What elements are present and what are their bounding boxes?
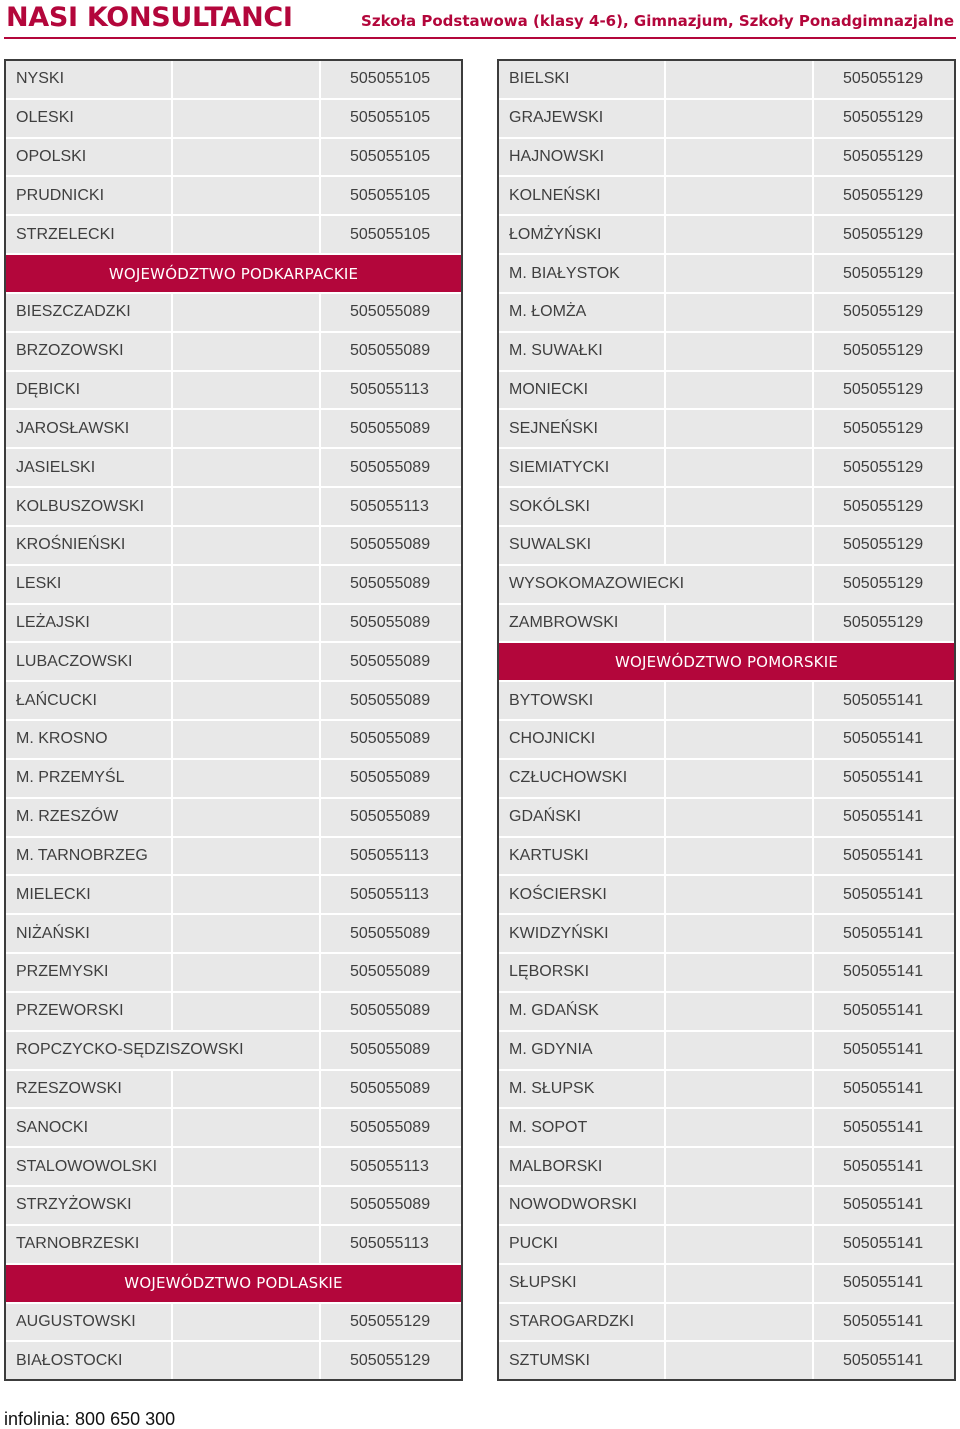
table-row bbox=[6, 876, 461, 915]
phone-number: 505055129 bbox=[843, 614, 924, 631]
phone-number: 505055141 bbox=[843, 963, 924, 981]
phone-number: 505055089 bbox=[350, 536, 431, 554]
table-row bbox=[6, 333, 461, 372]
table-row bbox=[6, 1304, 461, 1343]
phone-number: 505055113 bbox=[350, 885, 429, 903]
voivodeship-heading: WOJEWÓDZTWO PODKARPACKIE bbox=[6, 255, 461, 294]
phone-number: 505055141 bbox=[843, 730, 924, 748]
empty-cell bbox=[173, 488, 321, 525]
empty-cell bbox=[173, 605, 321, 642]
empty-cell bbox=[666, 1342, 814, 1379]
phone-number: 505055129 bbox=[843, 148, 924, 166]
empty-cell bbox=[666, 1148, 814, 1185]
empty-cell bbox=[666, 527, 814, 564]
table-row bbox=[6, 838, 461, 877]
table-row bbox=[499, 605, 954, 644]
phone-number: 505055089 bbox=[350, 1002, 431, 1020]
page-subtitle: Szkoła Podstawowa (klasy 4-6), Gimnazjum, Szkoły Ponadgimnazjalne bbox=[361, 12, 954, 30]
empty-cell bbox=[173, 372, 321, 409]
empty-cell bbox=[173, 333, 321, 370]
empty-cell bbox=[173, 527, 321, 564]
county-name: DĘBICKI bbox=[6, 372, 173, 409]
phone-number: 505055089 bbox=[350, 769, 431, 787]
table-row bbox=[6, 1342, 461, 1379]
phone-number: 505055105 bbox=[350, 225, 431, 243]
table-row bbox=[499, 61, 954, 100]
phone-number: 505055141 bbox=[843, 1351, 924, 1369]
county-name: MONIECKI bbox=[499, 372, 666, 409]
county-name: ŁAŃCUCKI bbox=[6, 682, 173, 719]
table-row bbox=[6, 993, 461, 1032]
county-name: SIEMIATYCKI bbox=[499, 449, 666, 486]
empty-cell bbox=[173, 216, 321, 253]
phone-number: 505055129 bbox=[843, 225, 924, 243]
phone-number: 505055089 bbox=[350, 303, 431, 321]
table-row bbox=[499, 1148, 954, 1187]
table-row bbox=[499, 255, 954, 294]
county-name: STRZELECKI bbox=[6, 216, 173, 253]
empty-cell bbox=[666, 333, 814, 370]
county-name: M. GDYNIA bbox=[499, 1032, 666, 1069]
county-name: BYTOWSKI bbox=[499, 682, 666, 719]
empty-cell bbox=[173, 721, 321, 758]
county-name: GDAŃSKI bbox=[499, 799, 666, 836]
table-row bbox=[499, 799, 954, 838]
phone-number: 505055105 bbox=[350, 70, 431, 88]
empty-cell bbox=[173, 760, 321, 797]
empty-cell bbox=[666, 1071, 814, 1108]
county-name: RZESZOWSKI bbox=[6, 1071, 173, 1108]
empty-cell bbox=[173, 1071, 321, 1108]
county-name: M. GDAŃSK bbox=[499, 993, 666, 1030]
table-row bbox=[499, 566, 954, 605]
table-row bbox=[499, 1304, 954, 1343]
empty-cell bbox=[666, 449, 814, 486]
empty-cell bbox=[666, 410, 814, 447]
phone-number: 505055129 bbox=[843, 458, 924, 476]
phone-number: 505055141 bbox=[843, 1235, 924, 1253]
table-row bbox=[6, 449, 461, 488]
phone-number: 505055129 bbox=[843, 109, 924, 127]
phone-number: 505055113 bbox=[350, 1235, 429, 1253]
empty-cell bbox=[666, 100, 814, 137]
phone-number: 505055141 bbox=[843, 1002, 924, 1020]
table-row bbox=[6, 488, 461, 527]
table-row bbox=[6, 566, 461, 605]
empty-cell bbox=[173, 294, 321, 331]
phone-number: 505055089 bbox=[350, 342, 431, 360]
phone-number: 505055141 bbox=[843, 691, 924, 709]
phone-number: 505055129 bbox=[843, 342, 924, 360]
empty-cell bbox=[666, 954, 814, 991]
table-row bbox=[6, 1109, 461, 1148]
empty-cell bbox=[666, 799, 814, 836]
table-row bbox=[499, 1109, 954, 1148]
table-row bbox=[499, 177, 954, 216]
empty-cell bbox=[666, 1304, 814, 1341]
county-name: CZŁUCHOWSKI bbox=[499, 760, 666, 797]
table-row bbox=[6, 100, 461, 139]
phone-number: 505055141 bbox=[843, 924, 924, 942]
county-name: BRZOZOWSKI bbox=[6, 333, 173, 370]
table-row bbox=[499, 1187, 954, 1226]
table-row bbox=[499, 139, 954, 178]
table-row bbox=[499, 488, 954, 527]
phone-number: 505055141 bbox=[843, 1312, 924, 1330]
county-name: SANOCKI bbox=[6, 1109, 173, 1146]
county-name: BIELSKI bbox=[499, 61, 666, 98]
table-row bbox=[499, 333, 954, 372]
county-name: BIESZCZADZKI bbox=[6, 294, 173, 331]
county-name: SZTUMSKI bbox=[499, 1342, 666, 1379]
county-name: PRZEWORSKI bbox=[6, 993, 173, 1030]
empty-cell bbox=[666, 605, 814, 642]
phone-number: 505055089 bbox=[350, 963, 431, 981]
table-row bbox=[499, 216, 954, 255]
page-header bbox=[4, 0, 956, 39]
phone-number: 505055105 bbox=[350, 186, 431, 204]
county-name: KROŚNIEŃSKI bbox=[6, 527, 173, 564]
county-name: STALOWOWOLSKI bbox=[6, 1148, 173, 1185]
county-name: SUWALSKI bbox=[499, 527, 666, 564]
empty-cell bbox=[173, 100, 321, 137]
empty-cell bbox=[666, 838, 814, 875]
table-row bbox=[499, 915, 954, 954]
table-row bbox=[6, 139, 461, 178]
county-name: PUCKI bbox=[499, 1226, 666, 1263]
county-name: JAROSŁAWSKI bbox=[6, 410, 173, 447]
table-row bbox=[499, 372, 954, 411]
county-name: HAJNOWSKI bbox=[499, 139, 666, 176]
table-row bbox=[6, 1071, 461, 1110]
table-row bbox=[499, 838, 954, 877]
phone-number: 505055141 bbox=[843, 1118, 924, 1136]
phone-number: 505055089 bbox=[350, 652, 431, 670]
empty-cell bbox=[173, 1342, 321, 1379]
phone-number: 505055129 bbox=[843, 264, 924, 282]
phone-number: 505055129 bbox=[843, 186, 924, 204]
county-name: PRZEMYSKI bbox=[6, 954, 173, 991]
phone-number: 505055141 bbox=[843, 1079, 924, 1097]
table-row bbox=[499, 1226, 954, 1265]
empty-cell bbox=[666, 1226, 814, 1263]
phone-number: 505055113 bbox=[350, 497, 429, 515]
empty-cell bbox=[173, 410, 321, 447]
empty-cell bbox=[666, 915, 814, 952]
county-name: NIŻAŃSKI bbox=[6, 915, 173, 952]
page-title: NASI KONSULTANCI bbox=[6, 2, 293, 33]
phone-number: 505055141 bbox=[843, 769, 924, 787]
table-row bbox=[6, 410, 461, 449]
empty-cell bbox=[173, 876, 321, 913]
county-name: NOWODWORSKI bbox=[499, 1187, 666, 1224]
table-row bbox=[499, 294, 954, 333]
phone-number: 505055089 bbox=[350, 808, 431, 826]
county-name: TARNOBRZESKI bbox=[6, 1226, 173, 1263]
county-name: OLESKI bbox=[6, 100, 173, 137]
empty-cell bbox=[666, 488, 814, 525]
empty-cell bbox=[666, 139, 814, 176]
voivodeship-heading: WOJEWÓDZTWO POMORSKIE bbox=[499, 643, 954, 682]
phone-number: 505055113 bbox=[350, 381, 429, 399]
county-name: KOLBUSZOWSKI bbox=[6, 488, 173, 525]
phone-number: 505055141 bbox=[843, 885, 924, 903]
table-row bbox=[499, 760, 954, 799]
table-row bbox=[6, 1226, 461, 1265]
phone-number: 505055129 bbox=[843, 70, 924, 88]
phone-number: 505055129 bbox=[843, 497, 924, 515]
empty-cell bbox=[666, 993, 814, 1030]
county-name: NYSKI bbox=[6, 61, 173, 98]
empty-cell bbox=[666, 1109, 814, 1146]
empty-cell bbox=[666, 1187, 814, 1224]
table-row bbox=[6, 643, 461, 682]
table-row bbox=[499, 1071, 954, 1110]
county-name: AUGUSTOWSKI bbox=[6, 1304, 173, 1341]
table-row bbox=[499, 682, 954, 721]
county-name: KARTUSKI bbox=[499, 838, 666, 875]
empty-cell bbox=[173, 915, 321, 952]
county-name: LEŻAJSKI bbox=[6, 605, 173, 642]
phone-number: 505055089 bbox=[350, 419, 431, 437]
empty-cell bbox=[173, 566, 321, 603]
empty-cell bbox=[666, 1032, 814, 1069]
county-name: SŁUPSKI bbox=[499, 1265, 666, 1302]
empty-cell bbox=[173, 1148, 321, 1185]
county-name: STRZYŻOWSKI bbox=[6, 1187, 173, 1224]
phone-number: 505055129 bbox=[350, 1312, 431, 1330]
phone-number: 505055105 bbox=[350, 109, 431, 127]
county-name: BIAŁOSTOCKI bbox=[6, 1342, 173, 1379]
county-name: GRAJEWSKI bbox=[499, 100, 666, 137]
county-name: M. BIAŁYSTOK bbox=[499, 255, 666, 292]
empty-cell bbox=[666, 61, 814, 98]
table-row bbox=[6, 760, 461, 799]
empty-cell bbox=[173, 993, 321, 1030]
empty-cell bbox=[173, 1226, 321, 1263]
table-row bbox=[6, 682, 461, 721]
phone-number: 505055129 bbox=[843, 575, 924, 593]
table-row bbox=[499, 721, 954, 760]
empty-cell bbox=[666, 876, 814, 913]
empty-cell bbox=[173, 799, 321, 836]
phone-number: 505055089 bbox=[350, 1118, 431, 1136]
county-name: SEJNEŃSKI bbox=[499, 410, 666, 447]
county-name: M. KROSNO bbox=[6, 721, 173, 758]
table-row bbox=[499, 1032, 954, 1071]
empty-cell bbox=[666, 1265, 814, 1302]
empty-cell bbox=[666, 682, 814, 719]
empty-cell bbox=[173, 1109, 321, 1146]
empty-cell bbox=[666, 216, 814, 253]
county-name: SOKÓLSKI bbox=[499, 488, 666, 525]
table-row bbox=[6, 1148, 461, 1187]
table-row bbox=[6, 721, 461, 760]
phone-number: 505055141 bbox=[843, 1041, 924, 1059]
empty-cell bbox=[173, 954, 321, 991]
phone-number: 505055141 bbox=[843, 1274, 924, 1292]
phone-number: 505055089 bbox=[350, 1196, 431, 1214]
empty-cell bbox=[666, 177, 814, 214]
empty-cell bbox=[173, 1187, 321, 1224]
empty-cell bbox=[173, 177, 321, 214]
table-row bbox=[6, 527, 461, 566]
empty-cell bbox=[173, 61, 321, 98]
table-row bbox=[6, 294, 461, 333]
empty-cell bbox=[666, 294, 814, 331]
county-name: M. SOPOT bbox=[499, 1109, 666, 1146]
county-name: ZAMBROWSKI bbox=[499, 605, 666, 642]
county-name: OPOLSKI bbox=[6, 139, 173, 176]
infoline-text: infolinia: 800 650 300 bbox=[4, 1409, 176, 1429]
table-row bbox=[6, 216, 461, 255]
county-name: CHOJNICKI bbox=[499, 721, 666, 758]
consultants-table-left bbox=[4, 59, 463, 1381]
county-name: M. PRZEMYŚL bbox=[6, 760, 173, 797]
table-row bbox=[6, 372, 461, 411]
county-name: STAROGARDZKI bbox=[499, 1304, 666, 1341]
table-row bbox=[499, 100, 954, 139]
county-name: LĘBORSKI bbox=[499, 954, 666, 991]
table-row bbox=[499, 527, 954, 566]
table-row bbox=[499, 954, 954, 993]
table-row bbox=[6, 799, 461, 838]
phone-number: 505055089 bbox=[350, 614, 431, 631]
consultants-table-right bbox=[497, 59, 956, 1381]
empty-cell bbox=[666, 721, 814, 758]
phone-number: 505055089 bbox=[350, 458, 431, 476]
county-name: MIELECKI bbox=[6, 876, 173, 913]
county-name: M. ŁOMŻA bbox=[499, 294, 666, 331]
county-name: KWIDZYŃSKI bbox=[499, 915, 666, 952]
table-row bbox=[6, 954, 461, 993]
empty-cell bbox=[666, 255, 814, 292]
county-name: JASIELSKI bbox=[6, 449, 173, 486]
phone-number: 505055141 bbox=[843, 808, 924, 826]
county-name: M. SŁUPSK bbox=[499, 1071, 666, 1108]
county-name: LESKI bbox=[6, 566, 173, 603]
county-name: ROPCZYCKO-SĘDZISZOWSKI bbox=[6, 1032, 321, 1069]
empty-cell bbox=[666, 372, 814, 409]
empty-cell bbox=[173, 838, 321, 875]
empty-cell bbox=[173, 139, 321, 176]
table-row bbox=[499, 876, 954, 915]
empty-cell bbox=[173, 449, 321, 486]
phone-number: 505055141 bbox=[843, 846, 924, 864]
table-row bbox=[499, 449, 954, 488]
phone-number: 505055113 bbox=[350, 846, 429, 864]
county-name: PRUDNICKI bbox=[6, 177, 173, 214]
phone-number: 505055129 bbox=[350, 1351, 431, 1369]
phone-number: 505055129 bbox=[843, 536, 924, 554]
empty-cell bbox=[173, 643, 321, 680]
county-name: M. SUWAŁKI bbox=[499, 333, 666, 370]
phone-number: 505055089 bbox=[350, 1079, 431, 1097]
county-name: KOŚCIERSKI bbox=[499, 876, 666, 913]
table-row bbox=[6, 177, 461, 216]
county-name: LUBACZOWSKI bbox=[6, 643, 173, 680]
county-name: ŁOMŻYŃSKI bbox=[499, 216, 666, 253]
phone-number: 505055089 bbox=[350, 730, 431, 748]
phone-number: 505055089 bbox=[350, 1041, 431, 1059]
county-name: M. TARNOBRZEG bbox=[6, 838, 173, 875]
table-row bbox=[6, 1032, 461, 1071]
phone-number: 505055129 bbox=[843, 419, 924, 437]
phone-number: 505055089 bbox=[350, 691, 431, 709]
phone-number: 505055089 bbox=[350, 575, 431, 593]
table-row bbox=[6, 915, 461, 954]
voivodeship-heading: WOJEWÓDZTWO PODLASKIE bbox=[6, 1265, 461, 1304]
table-row bbox=[499, 1265, 954, 1304]
phone-number: 505055129 bbox=[843, 303, 924, 321]
phone-number: 505055105 bbox=[350, 148, 431, 166]
table-row bbox=[6, 1187, 461, 1226]
phone-number: 505055089 bbox=[350, 924, 431, 942]
table-row bbox=[499, 993, 954, 1032]
phone-number: 505055129 bbox=[843, 381, 924, 399]
table-row bbox=[6, 605, 461, 644]
table-row bbox=[6, 61, 461, 100]
county-name: M. RZESZÓW bbox=[6, 799, 173, 836]
phone-number: 505055141 bbox=[843, 1157, 924, 1175]
empty-cell bbox=[173, 1304, 321, 1341]
empty-cell bbox=[666, 760, 814, 797]
table-row bbox=[499, 410, 954, 449]
phone-number: 505055113 bbox=[350, 1157, 429, 1175]
table-row bbox=[499, 1342, 954, 1379]
county-name: WYSOKOMAZOWIECKI bbox=[499, 566, 814, 603]
empty-cell bbox=[173, 682, 321, 719]
county-name: MALBORSKI bbox=[499, 1148, 666, 1185]
county-name: KOLNEŃSKI bbox=[499, 177, 666, 214]
phone-number: 505055141 bbox=[843, 1196, 924, 1214]
